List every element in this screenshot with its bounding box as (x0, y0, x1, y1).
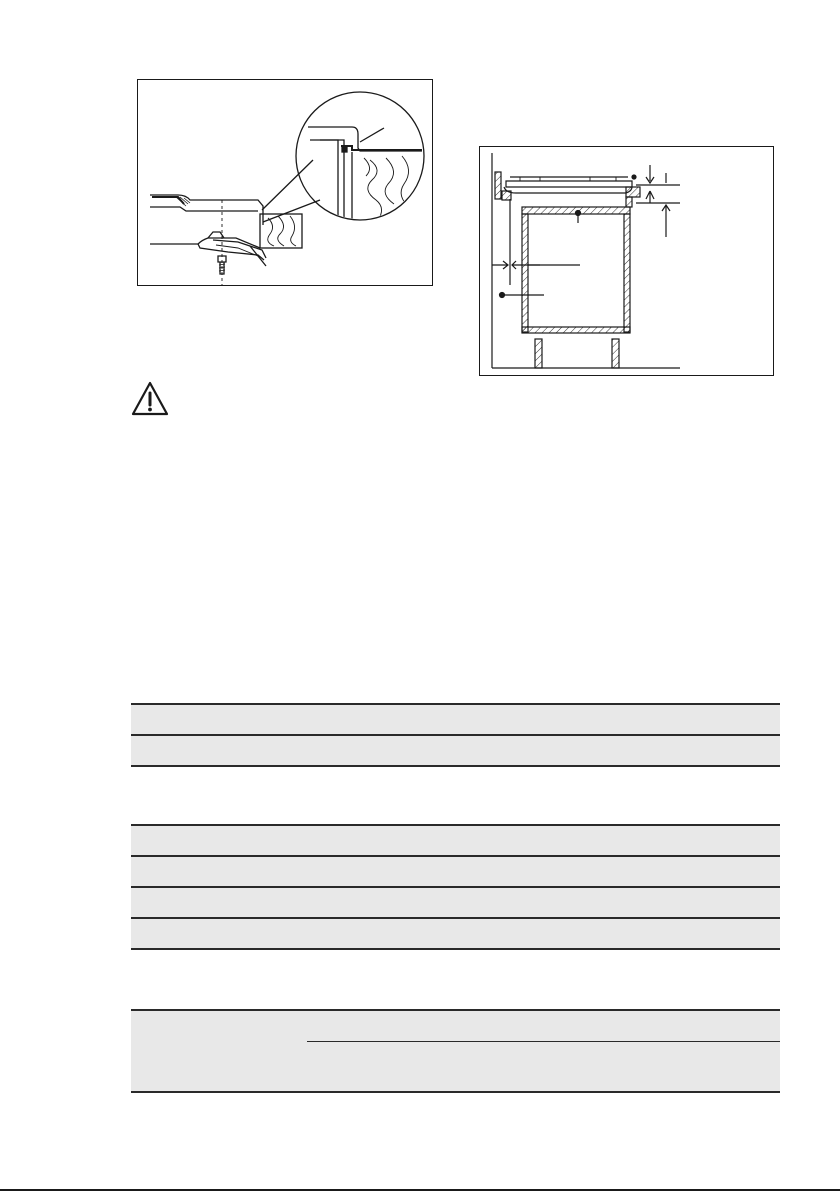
hob-fixing-bracket-diagram-icon (138, 80, 432, 285)
table-cell (131, 887, 780, 918)
table-cell (307, 1041, 780, 1092)
cabinet-installation-diagram (479, 146, 774, 376)
footer-rule (0, 1189, 840, 1191)
table-cell (307, 1010, 780, 1041)
table-row (131, 825, 780, 856)
table-cell (131, 704, 780, 735)
table-cell (131, 856, 780, 887)
table-row (131, 887, 780, 918)
spec-table-2 (131, 824, 780, 950)
spec-table-3 (131, 1009, 780, 1093)
hob-fixing-diagram (137, 79, 433, 286)
spec-table-1 (131, 703, 780, 767)
warning-triangle-icon (131, 381, 169, 417)
table-row (131, 704, 780, 735)
table-row (131, 1010, 780, 1041)
table-row (131, 856, 780, 887)
table-cell (131, 918, 780, 949)
table-row (131, 918, 780, 949)
hob-cabinet-installation-diagram-icon (480, 147, 773, 375)
table-cell (131, 1010, 307, 1092)
table-cell (131, 735, 780, 766)
table-row (131, 735, 780, 766)
table-cell (131, 825, 780, 856)
